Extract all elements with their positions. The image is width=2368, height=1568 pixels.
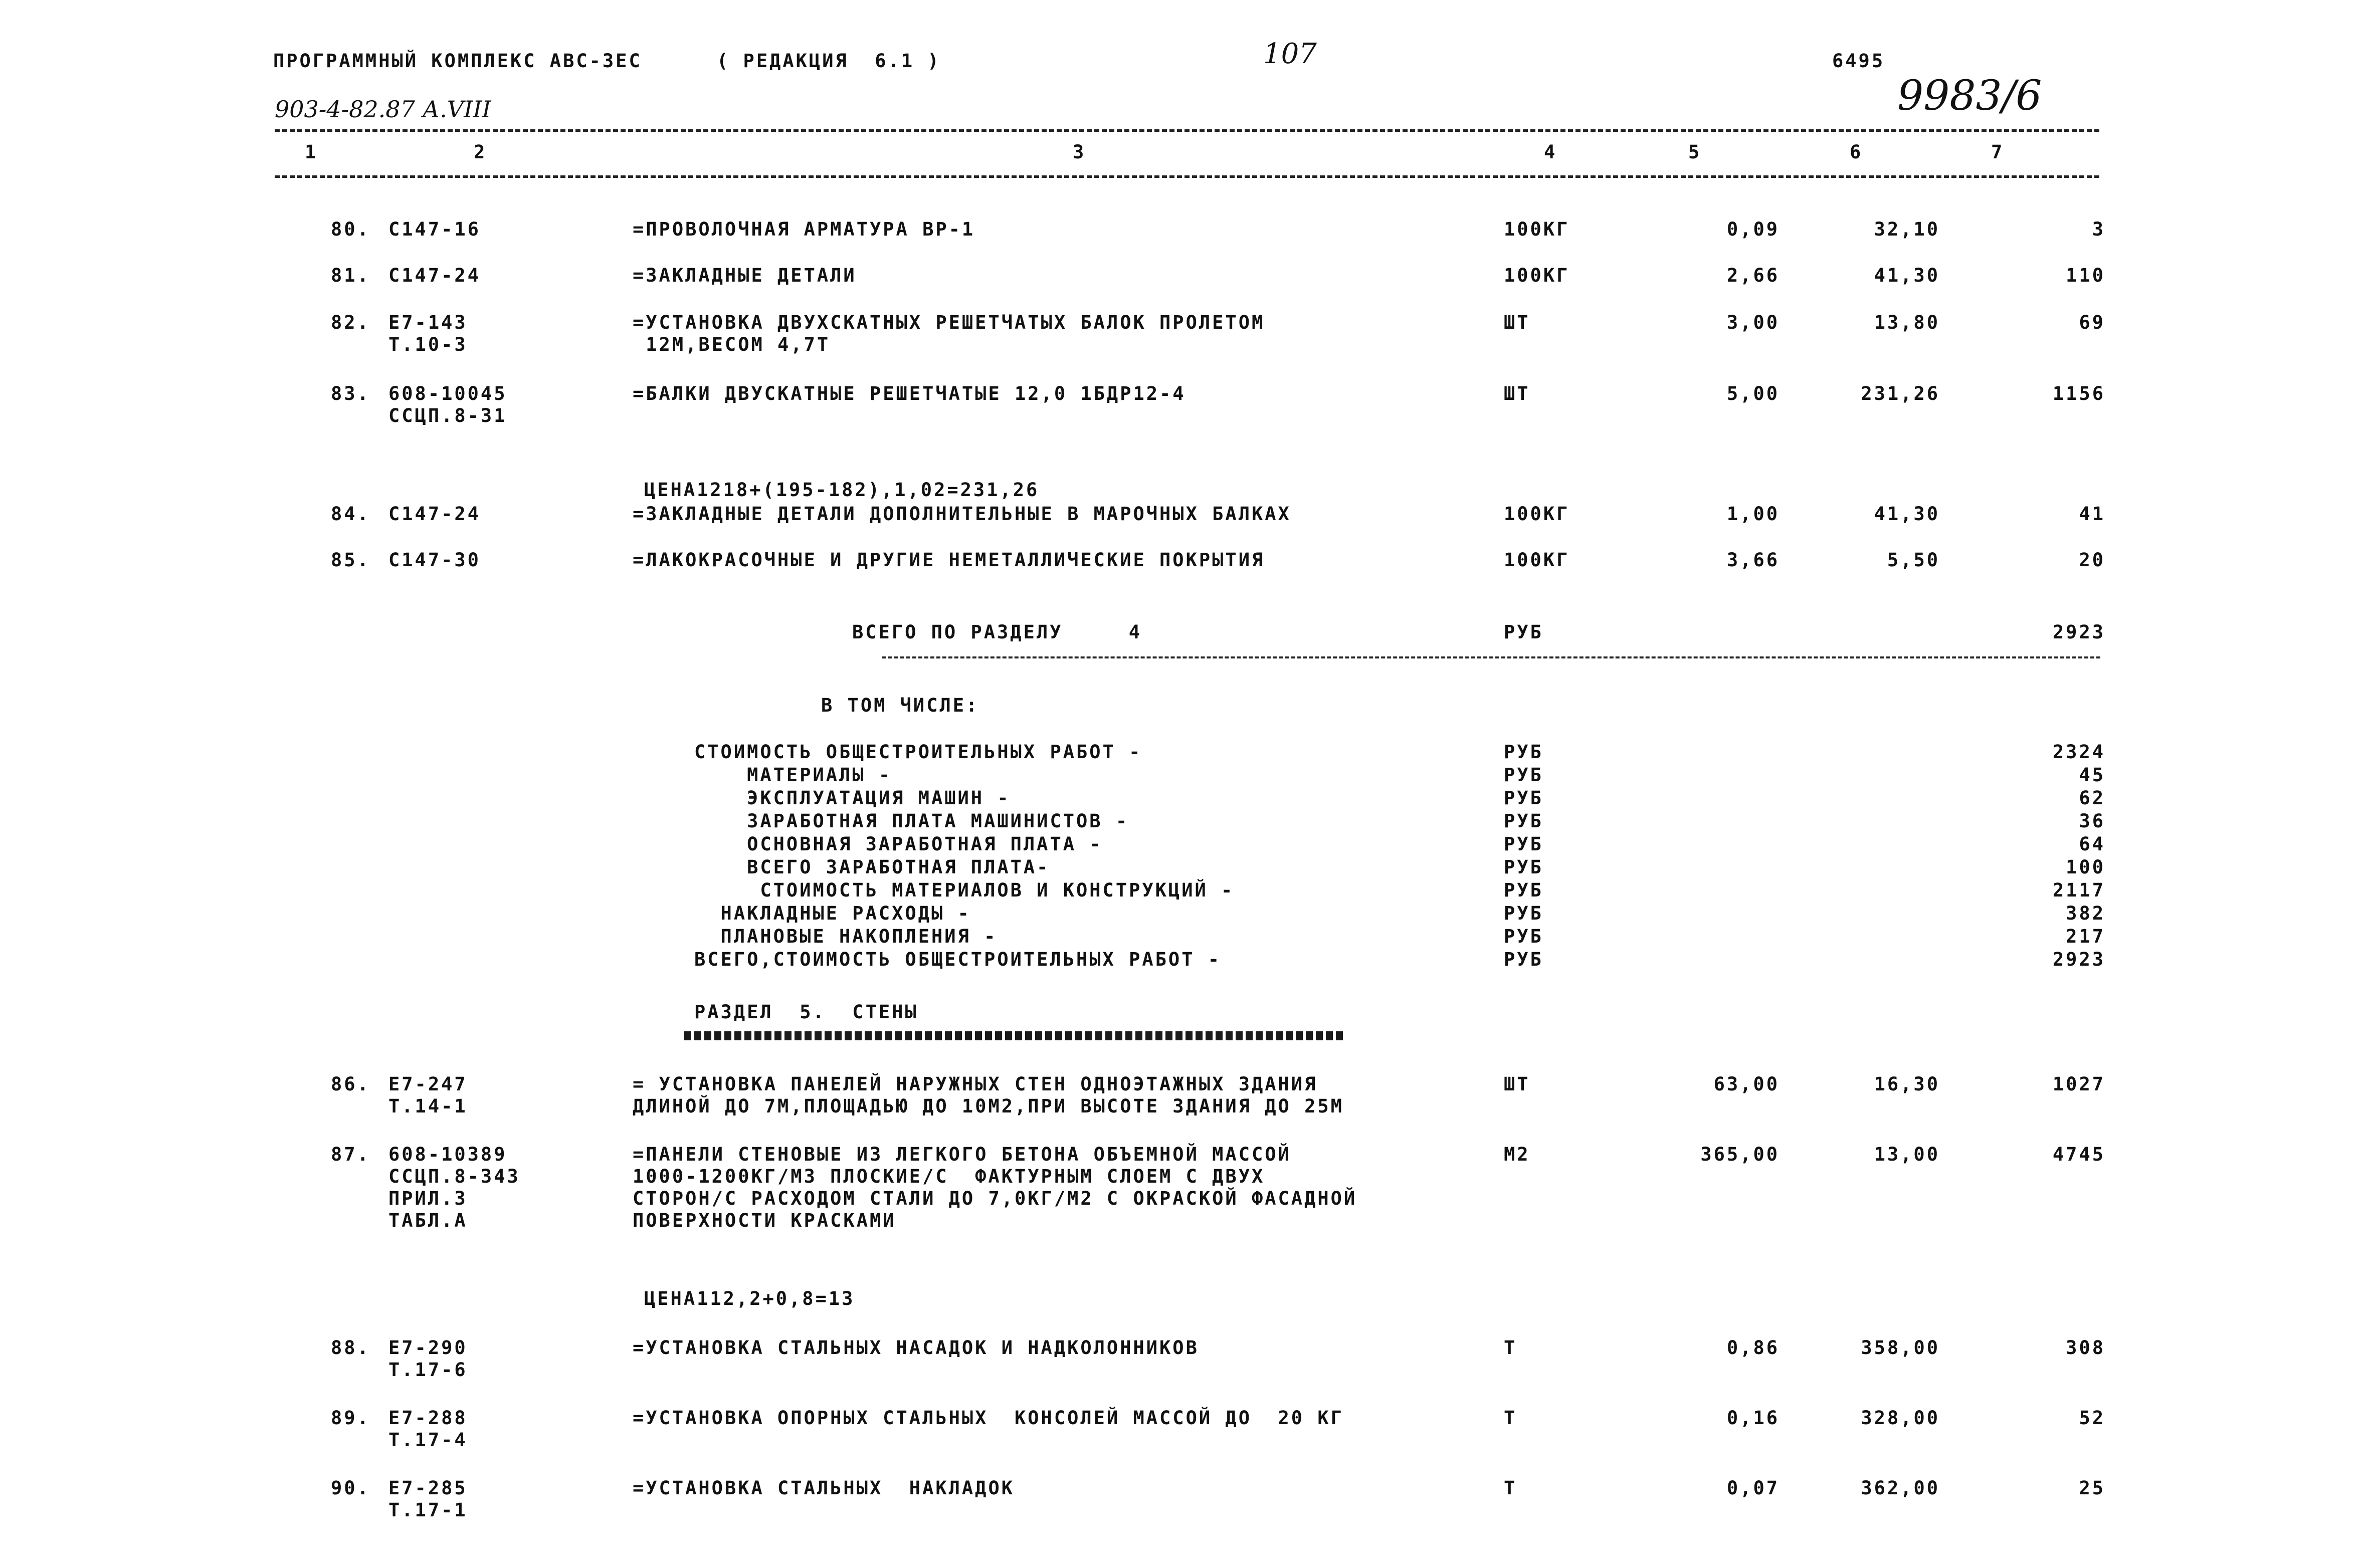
row-87-unit: М2 [1504,1144,1530,1165]
row-87-description-line: ПОВЕРХНОСТИ КРАСКАМИ [633,1210,896,1231]
row-80-total: 3 [2092,218,2105,240]
including-value: 45 [2079,764,2105,786]
row-88-price: 358,00 [1861,1337,1940,1359]
including-value: 64 [2079,833,2105,855]
including-unit: РУБ [1504,833,1543,855]
row-85-total: 20 [2079,549,2105,571]
row-89-unit: Т [1504,1407,1517,1429]
row-87-quantity: 365,00 [1700,1144,1780,1165]
row-80-code: С147-16 [388,218,481,240]
including-label: СТОИМОСТЬ МАТЕРИАЛОВ И КОНСТРУКЦИЙ - [694,879,1235,901]
col-header-3: 3 [1073,141,1086,163]
row-89-number: 89. [331,1407,370,1429]
row-89-description: =УСТАНОВКА ОПОРНЫХ СТАЛЬНЫХ КОНСОЛЕЙ МАССОЙ ДО 20 КГ [633,1407,1344,1429]
including-value: 382 [2066,903,2105,924]
row-86-description-line: ДЛИНОЙ ДО 7М,ПЛОЩАДЬЮ ДО 10М2,ПРИ ВЫСОТЕ ЗДАНИЯ ДО 25М [633,1095,1344,1117]
row-87-code-line: ПРИЛ.3 [388,1188,468,1209]
including-unit: РУБ [1504,764,1543,786]
row-87-description-line: =ПАНЕЛИ СТЕНОВЫЕ ИЗ ЛЕГКОГО БЕТОНА ОБЪЕМНОЙ МАССОЙ [633,1144,1291,1165]
including-unit: РУБ [1504,787,1543,809]
row-80-description: =ПРОВОЛОЧНАЯ АРМАТУРА ВР-1 [633,218,975,240]
row-81-unit: 100КГ [1504,265,1570,286]
row-80-price: 32,10 [1874,218,1940,240]
including-unit: РУБ [1504,903,1543,924]
including-unit: РУБ [1504,856,1543,878]
including-heading: В ТОМ ЧИСЛЕ: [821,695,979,716]
including-label: ВСЕГО ЗАРАБОТНАЯ ПЛАТА- [694,856,1050,878]
program-edition: ( РЕДАКЦИЯ 6.1 ) [717,50,941,72]
row-83-quantity: 5,00 [1726,383,1780,404]
col-header-7: 7 [1991,141,2005,163]
section-total-unit: РУБ [1504,621,1543,643]
col-header-4: 4 [1544,141,1557,163]
including-label: НАКЛАДНЫЕ РАСХОДЫ - [694,903,971,924]
row-86-unit: ШТ [1504,1073,1530,1095]
col-header-5: 5 [1688,141,1702,163]
row-84-number: 84. [331,503,370,525]
row-84-unit: 100КГ [1504,503,1570,525]
including-unit: РУБ [1504,926,1543,947]
row-90-code-line: Т.17-1 [388,1499,468,1521]
page-number: 107 [1263,38,1317,70]
row-88-description: =УСТАНОВКА СТАЛЬНЫХ НАСАДОК И НАДКОЛОННИКОВ [633,1337,1199,1359]
row-88-unit: Т [1504,1337,1517,1359]
row-83-code-line: ССЦП.8-31 [388,405,507,426]
row-83-number: 83. [331,383,370,404]
including-label: ЗАРАБОТНАЯ ПЛАТА МАШИНИСТОВ - [694,810,1129,832]
row-82-code-line: Е7-143 [388,312,468,333]
including-value: 217 [2066,926,2105,947]
header-rule-top [275,129,2099,132]
row-84-price: 41,30 [1874,503,1940,525]
including-label: СТОИМОСТЬ ОБЩЕСТРОИТЕЛЬНЫХ РАБОТ - [694,741,1142,763]
row-82-description-line: =УСТАНОВКА ДВУХСКАТНЫХ РЕШЕТЧАТЫХ БАЛОК ПРОЛЕТОМ [633,312,1265,333]
row-87-code-line: ССЦП.8-343 [388,1166,520,1187]
col-header-1: 1 [305,141,318,163]
row-86-quantity: 63,00 [1713,1073,1780,1095]
including-label: ВСЕГО,СТОИМОСТЬ ОБЩЕСТРОИТЕЛЬНЫХ РАБОТ - [694,949,1222,970]
row-86-price: 16,30 [1874,1073,1940,1095]
row-87-code-line: 608-10389 [388,1144,507,1165]
row-87-description-line: 1000-1200КГ/М3 ПЛОСКИЕ/С ФАКТУРНЫМ СЛОЕМ С ДВУХ [633,1166,1265,1187]
row-90-description: =УСТАНОВКА СТАЛЬНЫХ НАКЛАДОК [633,1477,1015,1499]
section-5-title: РАЗДЕЛ 5. СТЕНЫ [694,1001,918,1023]
row-83-price: 231,26 [1861,383,1940,404]
row-86-code-line: Т.14-1 [388,1095,468,1117]
row-82-quantity: 3,00 [1726,312,1780,333]
including-label: ОСНОВНАЯ ЗАРАБОТНАЯ ПЛАТА - [694,833,1103,855]
including-unit: РУБ [1504,879,1543,901]
row-85-quantity: 3,66 [1726,549,1780,571]
section-5-underline [684,1031,1346,1040]
row-81-price: 41,30 [1874,265,1940,286]
row-87-number: 87. [331,1144,370,1165]
row-85-price: 5,50 [1887,549,1940,571]
row-88-code-line: Т.17-6 [388,1359,468,1381]
row-90-price: 362,00 [1861,1477,1940,1499]
row-90-quantity: 0,07 [1726,1477,1780,1499]
row-87-total: 4745 [2052,1144,2105,1165]
including-value: 36 [2079,810,2105,832]
col-header-2: 2 [474,141,487,163]
including-labels [694,741,1234,971]
row-88-quantity: 0,86 [1726,1337,1780,1359]
including-values [1945,741,2105,971]
project-code: 903-4-82.87 А.VIII [275,96,491,123]
row-90-total: 25 [2079,1477,2105,1499]
including-units [1504,741,1543,971]
row-89-code-line: Е7-288 [388,1407,468,1429]
row-86-total: 1027 [2052,1073,2105,1095]
row-83-unit: ШТ [1504,383,1530,404]
section-total-value: 2923 [2052,621,2105,643]
including-label: МАТЕРИАЛЫ - [694,764,892,786]
including-unit: РУБ [1504,810,1543,832]
row-86-code-line: Е7-247 [388,1073,468,1095]
header-rule-bottom [275,175,2099,178]
row-85-unit: 100КГ [1504,549,1570,571]
row-90-unit: Т [1504,1477,1517,1499]
row-89-quantity: 0,16 [1726,1407,1780,1429]
price-note-87: ЦЕНА112,2+0,8=13 [644,1288,855,1309]
row-80-unit: 100КГ [1504,218,1570,240]
row-80-quantity: 0,09 [1726,218,1780,240]
row-81-total: 110 [2066,265,2105,286]
row-89-price: 328,00 [1861,1407,1940,1429]
row-85-description: =ЛАКОКРАСОЧНЫЕ И ДРУГИЕ НЕМЕТАЛЛИЧЕСКИЕ ПОКРЫТИЯ [633,549,1265,571]
including-unit: РУБ [1504,949,1543,970]
row-88-total: 308 [2066,1337,2105,1359]
including-value: 62 [2079,787,2105,809]
section-total-label: ВСЕГО ПО РАЗДЕЛУ 4 [852,621,1142,643]
row-87-price: 13,00 [1874,1144,1940,1165]
including-value: 2324 [2052,741,2105,763]
row-88-code-line: Е7-290 [388,1337,468,1359]
including-value: 2923 [2052,949,2105,970]
including-value: 100 [2066,856,2105,878]
row-85-number: 85. [331,549,370,571]
row-87-code-line: ТАБЛ.А [388,1210,468,1231]
row-84-description: =ЗАКЛАДНЫЕ ДЕТАЛИ ДОПОЛНИТЕЛЬНЫЕ В МАРОЧНЫХ БАЛКАХ [633,503,1291,525]
section-total-rule [882,656,2100,658]
row-89-total: 52 [2079,1407,2105,1429]
row-83-code-line: 608-10045 [388,383,507,404]
row-86-number: 86. [331,1073,370,1095]
sheet-code: 6495 [1832,50,1885,72]
row-84-quantity: 1,00 [1726,503,1780,525]
row-81-description: =ЗАКЛАДНЫЕ ДЕТАЛИ [633,265,857,286]
row-82-description-line: 12М,ВЕСОМ 4,7Т [633,334,831,355]
stamp-number: 9983/6 [1897,72,2042,120]
price-note-83: ЦЕНА1218+(195-182),1,02=231,26 [644,479,1040,501]
program-name: ПРОГРАММНЫЙ КОМПЛЕКС АВС-3ЕС [273,50,642,72]
row-82-unit: ШТ [1504,312,1530,333]
row-87-description-line: СТОРОН/С РАСХОДОМ СТАЛИ ДО 7,0КГ/М2 С ОКРАСКОЙ ФАСАДНОЙ [633,1188,1357,1209]
row-82-code-line: Т.10-3 [388,334,468,355]
row-81-code: С147-24 [388,265,481,286]
row-90-code-line: Е7-285 [388,1477,468,1499]
row-81-quantity: 2,66 [1726,265,1780,286]
including-value: 2117 [2052,879,2105,901]
row-82-total: 69 [2079,312,2105,333]
row-88-number: 88. [331,1337,370,1359]
row-85-code: С147-30 [388,549,481,571]
row-84-total: 41 [2079,503,2105,525]
row-83-description: =БАЛКИ ДВУСКАТНЫЕ РЕШЕТЧАТЫЕ 12,0 1БДР12-4 [633,383,1186,404]
row-81-number: 81. [331,265,370,286]
row-82-number: 82. [331,312,370,333]
row-89-code-line: Т.17-4 [388,1429,468,1451]
row-84-code: С147-24 [388,503,481,525]
including-unit: РУБ [1504,741,1543,763]
including-label: ПЛАНОВЫЕ НАКОПЛЕНИЯ - [694,926,998,947]
row-86-description-line: = УСТАНОВКА ПАНЕЛЕЙ НАРУЖНЫХ СТЕН ОДНОЭТАЖНЫХ ЗДАНИЯ [633,1073,1318,1095]
row-80-number: 80. [331,218,370,240]
row-83-total: 1156 [2052,383,2105,404]
col-header-6: 6 [1850,141,1863,163]
including-label: ЭКСПЛУАТАЦИЯ МАШИН - [694,787,1011,809]
row-82-price: 13,80 [1874,312,1940,333]
row-90-number: 90. [331,1477,370,1499]
